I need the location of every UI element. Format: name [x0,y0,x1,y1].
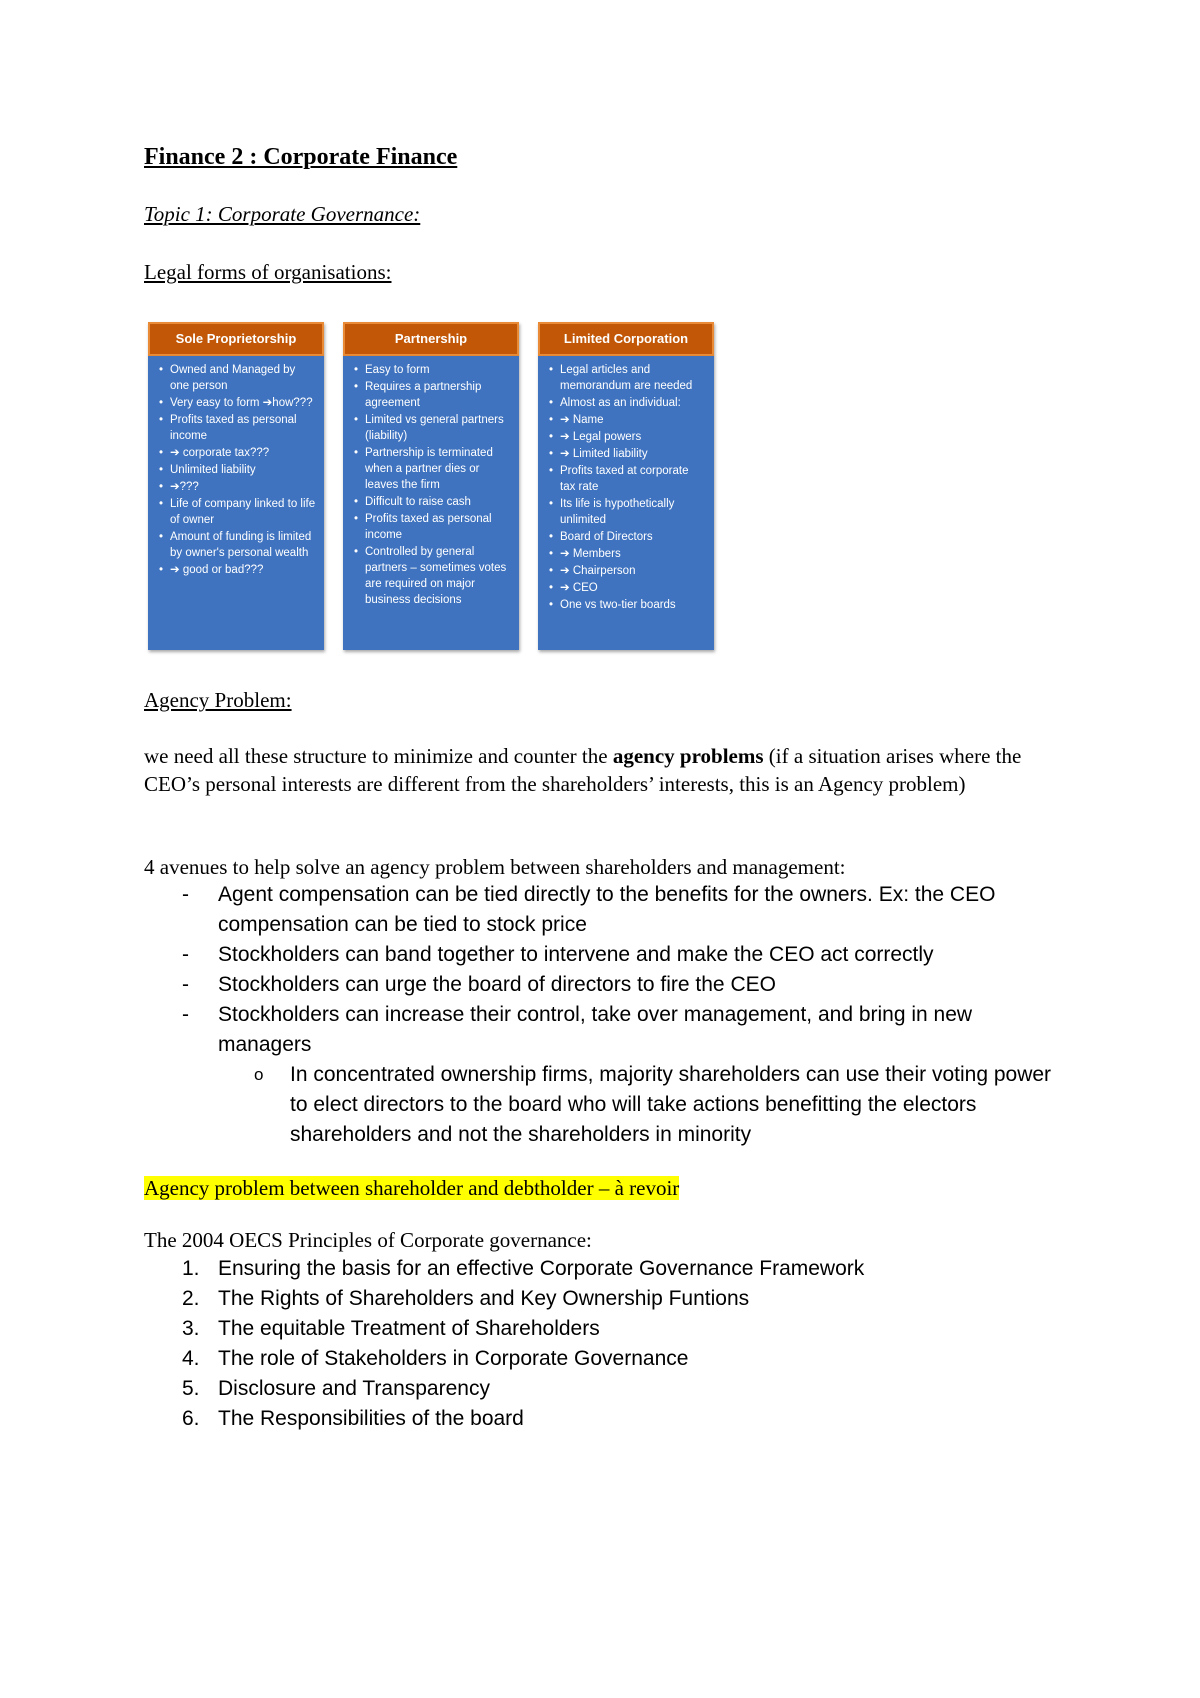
card-item: • ➔ Members [560,546,706,562]
list-item [182,940,1062,970]
list-number: 6. [182,1407,200,1430]
card-title: Sole Proprietorship [148,322,324,356]
card-item: • Life of company linked to life of owner [170,496,316,528]
agency-problem-heading: Agency Problem: [144,688,292,712]
list-item [182,1284,864,1314]
sub-list-item [254,1060,1062,1150]
list-item-text: The Rights of Shareholders and Key Ownership Funtions [218,1287,750,1310]
card-title: Partnership [343,322,519,356]
card-item: • ➔ Limited liability [560,446,706,462]
card-item: • Requires a partnership agreement [365,379,511,411]
card-limited-corporation [538,322,714,650]
agency-paragraph-end: (if a situation arises where the CEO’s personal interests are different from the shareholders’ interests, this is an Agency problem) [144,744,1022,796]
avenues-intro: 4 avenues to help solve an agency problem between shareholders and management: [144,855,846,879]
agency-paragraph [144,742,1064,798]
dash-bullet: - [182,973,189,996]
card-item: • Very easy to form ➔how??? [170,395,316,411]
legal-forms-diagram [148,322,714,652]
circle-bullet: o [254,1065,264,1084]
card-item: • Amount of funding is limited by owner's personal wealth [170,529,316,561]
list-number: 5. [182,1377,200,1400]
card-body [538,356,714,650]
card-item: • Owned and Managed by one person [170,362,316,394]
list-item [182,1344,864,1374]
dash-bullet: - [182,943,189,966]
list-number: 4. [182,1347,200,1370]
card-item: • ➔ corporate tax??? [170,445,316,461]
list-item-text: The equitable Treatment of Shareholders [218,1317,600,1340]
list-item-text: The role of Stakeholders in Corporate Governance [218,1347,689,1370]
list-item [182,1000,1062,1150]
list-item-text: The Responsibilities of the board [218,1407,524,1430]
topic-heading: Topic 1: Corporate Governance: [144,202,421,226]
card-item: • ➔ CEO [560,580,706,596]
card-partnership [343,322,519,650]
list-item [182,970,1062,1000]
card-item: • Profits taxed at corporate tax rate [560,463,706,495]
list-item-text: Disclosure and Transparency [218,1377,490,1400]
sub-list-item-text: In concentrated ownership firms, majority shareholders can use their voting power to elect directors to the board who will take actions benefitting the electors shareholders and not the shareholders in minority [290,1063,1052,1146]
list-item [182,1314,864,1344]
card-item: • Easy to form [365,362,511,378]
list-number: 3. [182,1317,200,1340]
agency-paragraph-bold: agency problems [612,744,764,768]
card-body [343,356,519,650]
card-item: • Limited vs general partners (liability) [365,412,511,444]
legal-forms-heading: Legal forms of organisations: [144,260,392,284]
card-sole-proprietorship [148,322,324,650]
card-item: • Board of Directors [560,529,706,545]
card-item: • Legal articles and memorandum are needed [560,362,706,394]
list-item [182,1404,864,1434]
card-item: • ➔ Name [560,412,706,428]
card-item: • Its life is hypothetically unlimited [560,496,706,528]
list-item-text: Stockholders can increase their control, take over management, and bring in new managers [218,1003,973,1056]
card-item: • Difficult to raise cash [365,494,511,510]
list-number: 2. [182,1287,200,1310]
oecs-principles-list [182,1254,864,1434]
sub-list [218,1060,1062,1150]
agency-paragraph-start: we need all these structure to minimize and counter the [144,744,613,768]
list-item-text: Ensuring the basis for an effective Corporate Governance Framework [218,1257,865,1280]
list-item-text: Stockholders can band together to intervene and make the CEO act correctly [218,943,934,966]
card-item: • Profits taxed as personal income [365,511,511,543]
card-item: • Unlimited liability [170,462,316,478]
card-item: • Partnership is terminated when a partner dies or leaves the firm [365,445,511,493]
avenues-list [182,880,1062,1150]
oecs-intro: The 2004 OECS Principles of Corporate governance: [144,1228,592,1252]
list-item-text: Stockholders can urge the board of directors to fire the CEO [218,973,776,996]
list-item-text: Agent compensation can be tied directly to the benefits for the owners. Ex: the CEO compensation can be tied to stock price [218,883,996,936]
list-item [182,1254,864,1284]
list-number: 1. [182,1257,200,1280]
card-item: • Controlled by general partners – sometimes votes are required on major business decisions [365,544,511,608]
card-title: Limited Corporation [538,322,714,356]
card-item: • Profits taxed as personal income [170,412,316,444]
card-item: • ➔??? [170,479,316,495]
list-item [182,880,1062,940]
dash-bullet: - [182,883,189,906]
card-item: • Almost as an individual: [560,395,706,411]
card-item: • One vs two-tier boards [560,597,706,613]
document-title: Finance 2 : Corporate Finance [144,144,458,170]
card-item: • ➔ Legal powers [560,429,706,445]
card-item: • ➔ good or bad??? [170,562,316,578]
card-body [148,356,324,650]
highlighted-text: Agency problem between shareholder and debtholder – à revoir [144,1176,680,1200]
highlighted-note [144,1174,679,1202]
card-item: • ➔ Chairperson [560,563,706,579]
list-item [182,1374,864,1404]
dash-bullet: - [182,1003,189,1026]
